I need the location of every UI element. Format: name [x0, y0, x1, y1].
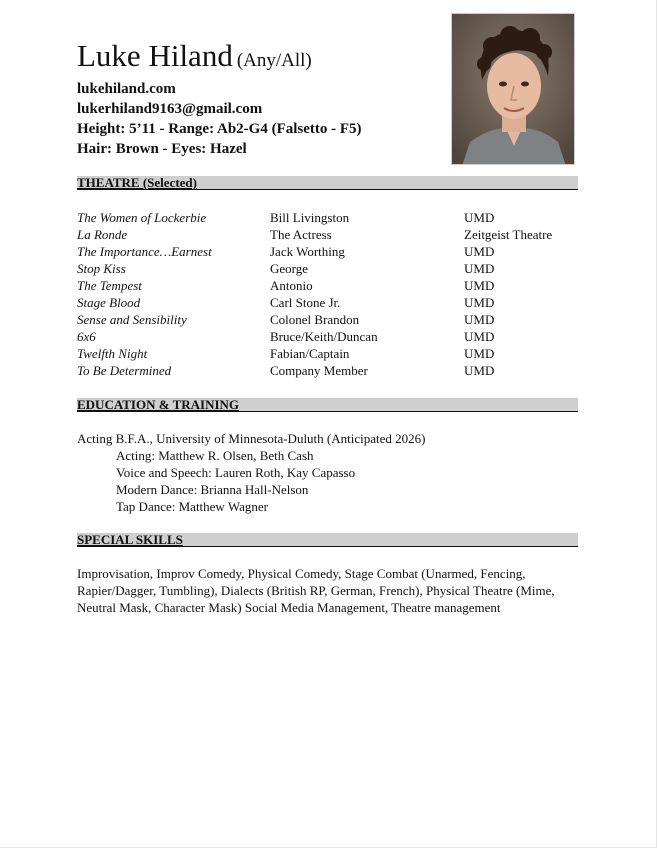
credit-role: Bill Livingston: [270, 210, 350, 225]
credit-row: [77, 226, 577, 243]
training-voice: Voice and Speech: Lauren Roth, Kay Capasso: [116, 465, 356, 480]
credit-role: George: [270, 261, 309, 276]
website: lukehiland.com: [77, 81, 176, 97]
skills-text: [77, 565, 577, 616]
credit-show: To Be Determined: [77, 363, 172, 378]
credit-company: UMD: [464, 346, 495, 361]
actor-name-text: Luke Hiland: [77, 38, 233, 73]
credit-show: 6x6: [77, 329, 96, 344]
credit-row: [77, 277, 577, 294]
training-modern-dance: Modern Dance: Brianna Hall-Nelson: [116, 482, 309, 497]
credit-row: [77, 328, 577, 345]
credit-company: UMD: [464, 210, 495, 225]
training-tap-dance: Tap Dance: Matthew Wagner: [116, 499, 268, 514]
credit-role: Company Member: [270, 363, 368, 378]
credit-show: Stage Blood: [77, 295, 141, 310]
credit-company: UMD: [464, 295, 495, 310]
credit-role: The Actress: [270, 227, 332, 242]
education-section-header: [77, 398, 578, 412]
education-degree: Acting B.F.A., University of Minnesota-Duluth (Anticipated 2026): [77, 431, 426, 446]
credit-row: [77, 260, 577, 277]
credit-row: [77, 311, 577, 328]
credit-company: UMD: [464, 363, 495, 378]
credit-row: [77, 362, 577, 379]
hair-eyes: Hair: Brown - Eyes: Hazel: [77, 141, 247, 157]
height-range: Height: 5’11 - Range: Ab2-G4 (Falsetto - F5): [77, 121, 362, 137]
credit-role: Bruce/Keith/Duncan: [270, 329, 378, 344]
credit-show: La Ronde: [77, 227, 128, 242]
credit-role: Antonio: [270, 278, 313, 293]
skills-section-header: [77, 533, 578, 547]
training-acting: Acting: Matthew R. Olsen, Beth Cash: [116, 448, 314, 463]
credit-role: Jack Worthing: [270, 244, 345, 259]
skills-heading: SPECIAL SKILLS: [77, 532, 183, 547]
education-heading: EDUCATION & TRAINING: [77, 397, 240, 412]
headshot-photo: [451, 13, 575, 165]
theatre-credits: [77, 209, 577, 379]
credit-show: The Women of Lockerbie: [77, 210, 207, 225]
credit-role: Carl Stone Jr.: [270, 295, 341, 310]
skills-line: Improvisation, Improv Comedy, Physical Comedy, Stage Combat (Unarmed, Fencing,: [77, 566, 526, 581]
credit-show: Stop Kiss: [77, 261, 126, 276]
credit-role: Fabian/Captain: [270, 346, 350, 361]
theatre-heading: THEATRE (Selected): [77, 175, 197, 190]
skills-line: Neutral Mask, Character Mask) Social Media Management, Theatre management: [77, 600, 501, 615]
credit-company: Zeitgeist Theatre: [464, 227, 553, 242]
skills-line: Rapier/Dagger, Tumbling), Dialects (British RP, German, French), Physical Theatre (Mime,: [77, 583, 555, 598]
credit-company: UMD: [464, 278, 495, 293]
credit-company: UMD: [464, 329, 495, 344]
credit-show: The Tempest: [77, 278, 142, 293]
credit-company: UMD: [464, 261, 495, 276]
actor-name: [77, 38, 312, 79]
email: lukerhiland9163@gmail.com: [77, 101, 263, 117]
credit-role: Colonel Brandon: [270, 312, 360, 327]
credit-company: UMD: [464, 312, 495, 327]
credit-row: [77, 294, 577, 311]
credit-company: UMD: [464, 244, 495, 259]
casting-types: (Any/All): [236, 50, 312, 71]
credit-row: [77, 243, 577, 260]
credit-show: Sense and Sensibility: [77, 312, 187, 327]
credit-show: The Importance…Earnest: [77, 244, 212, 259]
credit-row: [77, 209, 577, 226]
credit-show: Twelfth Night: [77, 346, 148, 361]
credit-row: [77, 345, 577, 362]
theatre-section-header: [77, 176, 578, 190]
